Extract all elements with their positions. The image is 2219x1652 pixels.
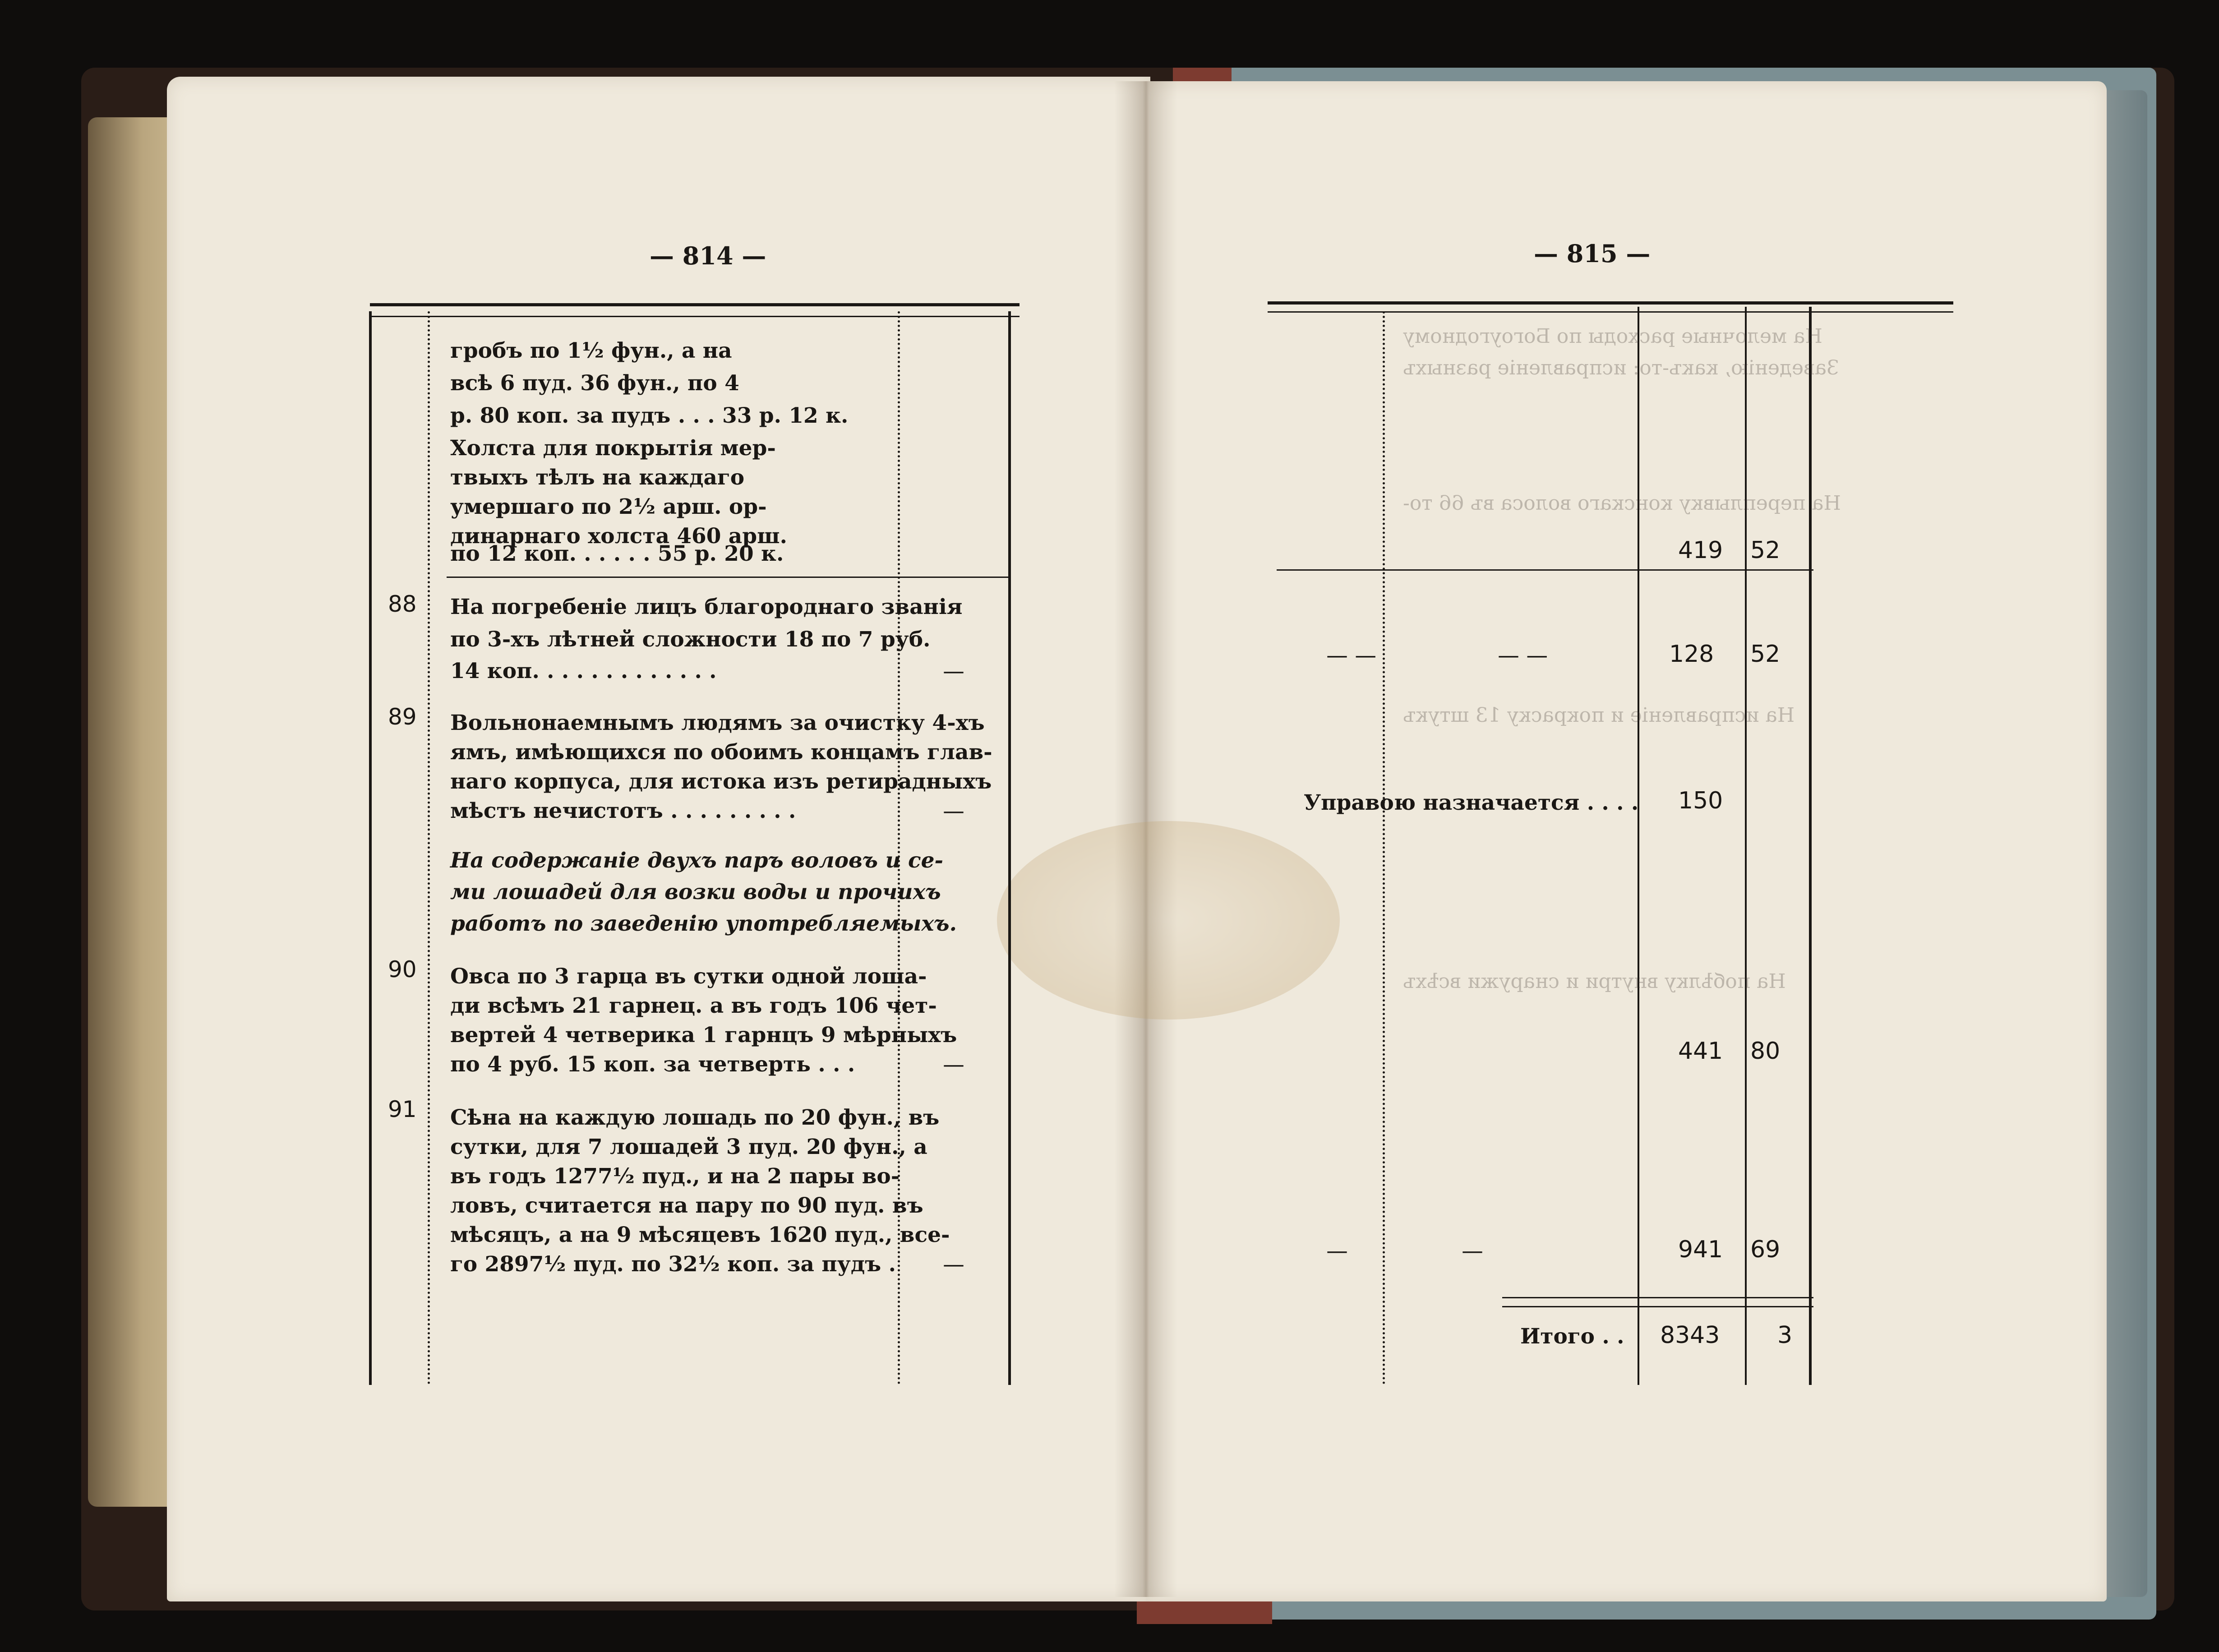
bleed-through-text: На мелочные расходы по Богоугодному <box>1403 325 1822 348</box>
right-table-kopecks-column-rule <box>1745 307 1747 1385</box>
right-table-total-rule <box>1502 1297 1813 1298</box>
text-line: Вольнонаемнымъ людямъ за очистку 4-хъ <box>450 711 985 735</box>
left-table-row-divider <box>447 577 1010 578</box>
text-line: Овса по 3 гарца въ сутки одной лоша- <box>450 964 927 989</box>
entry-amount: — <box>943 1252 964 1277</box>
text-line: мѣстъ нечистотъ . . . . . . . . . <box>450 798 796 823</box>
text-line: по 4 руб. 15 коп. за четверть . . . <box>450 1052 855 1077</box>
amount-rubles: 150 <box>1678 787 1723 814</box>
bleed-through-text: Заведенію, какъ-то: исправленіе разныхъ <box>1403 356 1839 379</box>
bleed-through-text: На побѣлку внутри и снаружи всѣхъ <box>1403 970 1786 993</box>
amount-kopecks: 52 <box>1750 641 1781 668</box>
left-page-number: — 814 — <box>650 241 766 270</box>
right-table-rubles-column-rule <box>1638 307 1639 1385</box>
left-table-top-rule <box>370 303 1020 306</box>
amount-kopecks: 80 <box>1750 1038 1781 1065</box>
text-line: ловъ, считается на пару по 90 пуд. въ <box>450 1193 923 1218</box>
amount-rubles: 128 <box>1669 641 1714 668</box>
left-table-top-rule-thin <box>370 316 1020 317</box>
right-table-note-column-rule <box>1383 311 1385 1385</box>
left-table-number-column-rule <box>428 311 430 1385</box>
text-line: гробъ по 1½ фун., а на <box>450 338 732 363</box>
assigned-by-board-label: Управою назначается . . . . <box>1304 790 1639 815</box>
text-line: ди всѣмъ 21 гарнец. а въ годъ 106 чет- <box>450 993 937 1018</box>
left-table-border <box>369 311 372 1385</box>
section-heading-line: На содержаніе двухъ паръ воловъ и се- <box>450 848 944 873</box>
right-page-number: — 815 — <box>1534 239 1651 268</box>
text-line: всѣ 6 пуд. 36 фун., по 4 <box>450 371 739 396</box>
total-label: Итого . . <box>1520 1324 1624 1349</box>
amount-rubles: 941 <box>1678 1236 1723 1263</box>
left-table-right-border <box>1008 311 1011 1385</box>
total-kopecks: 3 <box>1777 1322 1793 1349</box>
amount-kopecks: 52 <box>1750 537 1781 564</box>
text-line: вертей 4 четверика 1 гарнцъ 9 мѣрныхъ <box>450 1023 957 1047</box>
right-table-top-rule <box>1268 301 1953 305</box>
text-line: 14 коп. . . . . . . . . . . . . <box>450 659 717 683</box>
total-rubles: 8343 <box>1660 1322 1720 1349</box>
bleed-through-text: На переплывку конскаго волоса въ 66 то- <box>1403 492 1841 515</box>
text-line: сутки, для 7 лошадей 3 пуд. 20 фун., а <box>450 1135 927 1159</box>
entry-number: 91 <box>388 1096 417 1122</box>
amount-kopecks: 69 <box>1750 1236 1781 1263</box>
text-line: мѣсяцъ, а на 9 мѣсяцевъ 1620 пуд., все- <box>450 1223 950 1247</box>
text-line: На погребеніе лицъ благороднаго званія <box>450 595 963 619</box>
text-line: наго корпуса, для истока изъ ретирадныхъ <box>450 769 992 794</box>
dash-mark: — <box>1462 1238 1483 1264</box>
right-table-row-divider <box>1277 569 1813 571</box>
water-stain <box>997 821 1340 1020</box>
text-line: Сѣна на каждую лошадь по 20 фун., въ <box>450 1105 940 1130</box>
amount-rubles: 441 <box>1678 1038 1723 1065</box>
amount-rubles: 419 <box>1678 537 1723 564</box>
entry-amount: — <box>943 1052 964 1077</box>
dash-mark: — — <box>1326 643 1377 668</box>
text-line: твыхъ тѣлъ на каждаго <box>450 465 745 490</box>
text-line: ямъ, имѣющихся по обоимъ концамъ глав- <box>450 740 992 765</box>
text-line: по 3-хъ лѣтней сложности 18 по 7 руб. <box>450 627 931 652</box>
section-heading-line: ми лошадей для возки воды и прочихъ <box>450 880 941 904</box>
right-table-top-rule-thin <box>1268 311 1953 313</box>
section-heading-line: работъ по заведенію употребляемыхъ. <box>450 911 957 936</box>
entry-number: 89 <box>388 704 417 730</box>
right-table-total-rule-2 <box>1502 1306 1813 1307</box>
text-line: умершаго по 2½ арш. ор- <box>450 494 767 519</box>
right-page <box>1146 81 2107 1601</box>
dash-mark: — — <box>1498 643 1548 668</box>
right-table-right-border <box>1809 307 1812 1385</box>
dash-mark: — <box>1326 1238 1348 1264</box>
text-line: го 2897½ пуд. по 32½ коп. за пудъ . <box>450 1252 896 1277</box>
entry-amount: — <box>943 798 964 824</box>
entry-number: 88 <box>388 591 417 617</box>
entry-number: 90 <box>388 956 417 983</box>
text-line: Холста для покрытія мер- <box>450 436 776 461</box>
entry-amount: — <box>943 659 964 684</box>
text-line: по 12 коп. . . . . . 55 р. 20 к. <box>450 541 784 566</box>
bleed-through-text: На исправленіе и покраску 13 штукъ <box>1403 704 1795 727</box>
text-line: динарнаго холста 460 арш. <box>450 524 787 549</box>
text-line: въ годъ 1277½ пуд., и на 2 пары во- <box>450 1164 900 1189</box>
text-line: р. 80 коп. за пудъ . . . 33 р. 12 к. <box>450 403 849 428</box>
